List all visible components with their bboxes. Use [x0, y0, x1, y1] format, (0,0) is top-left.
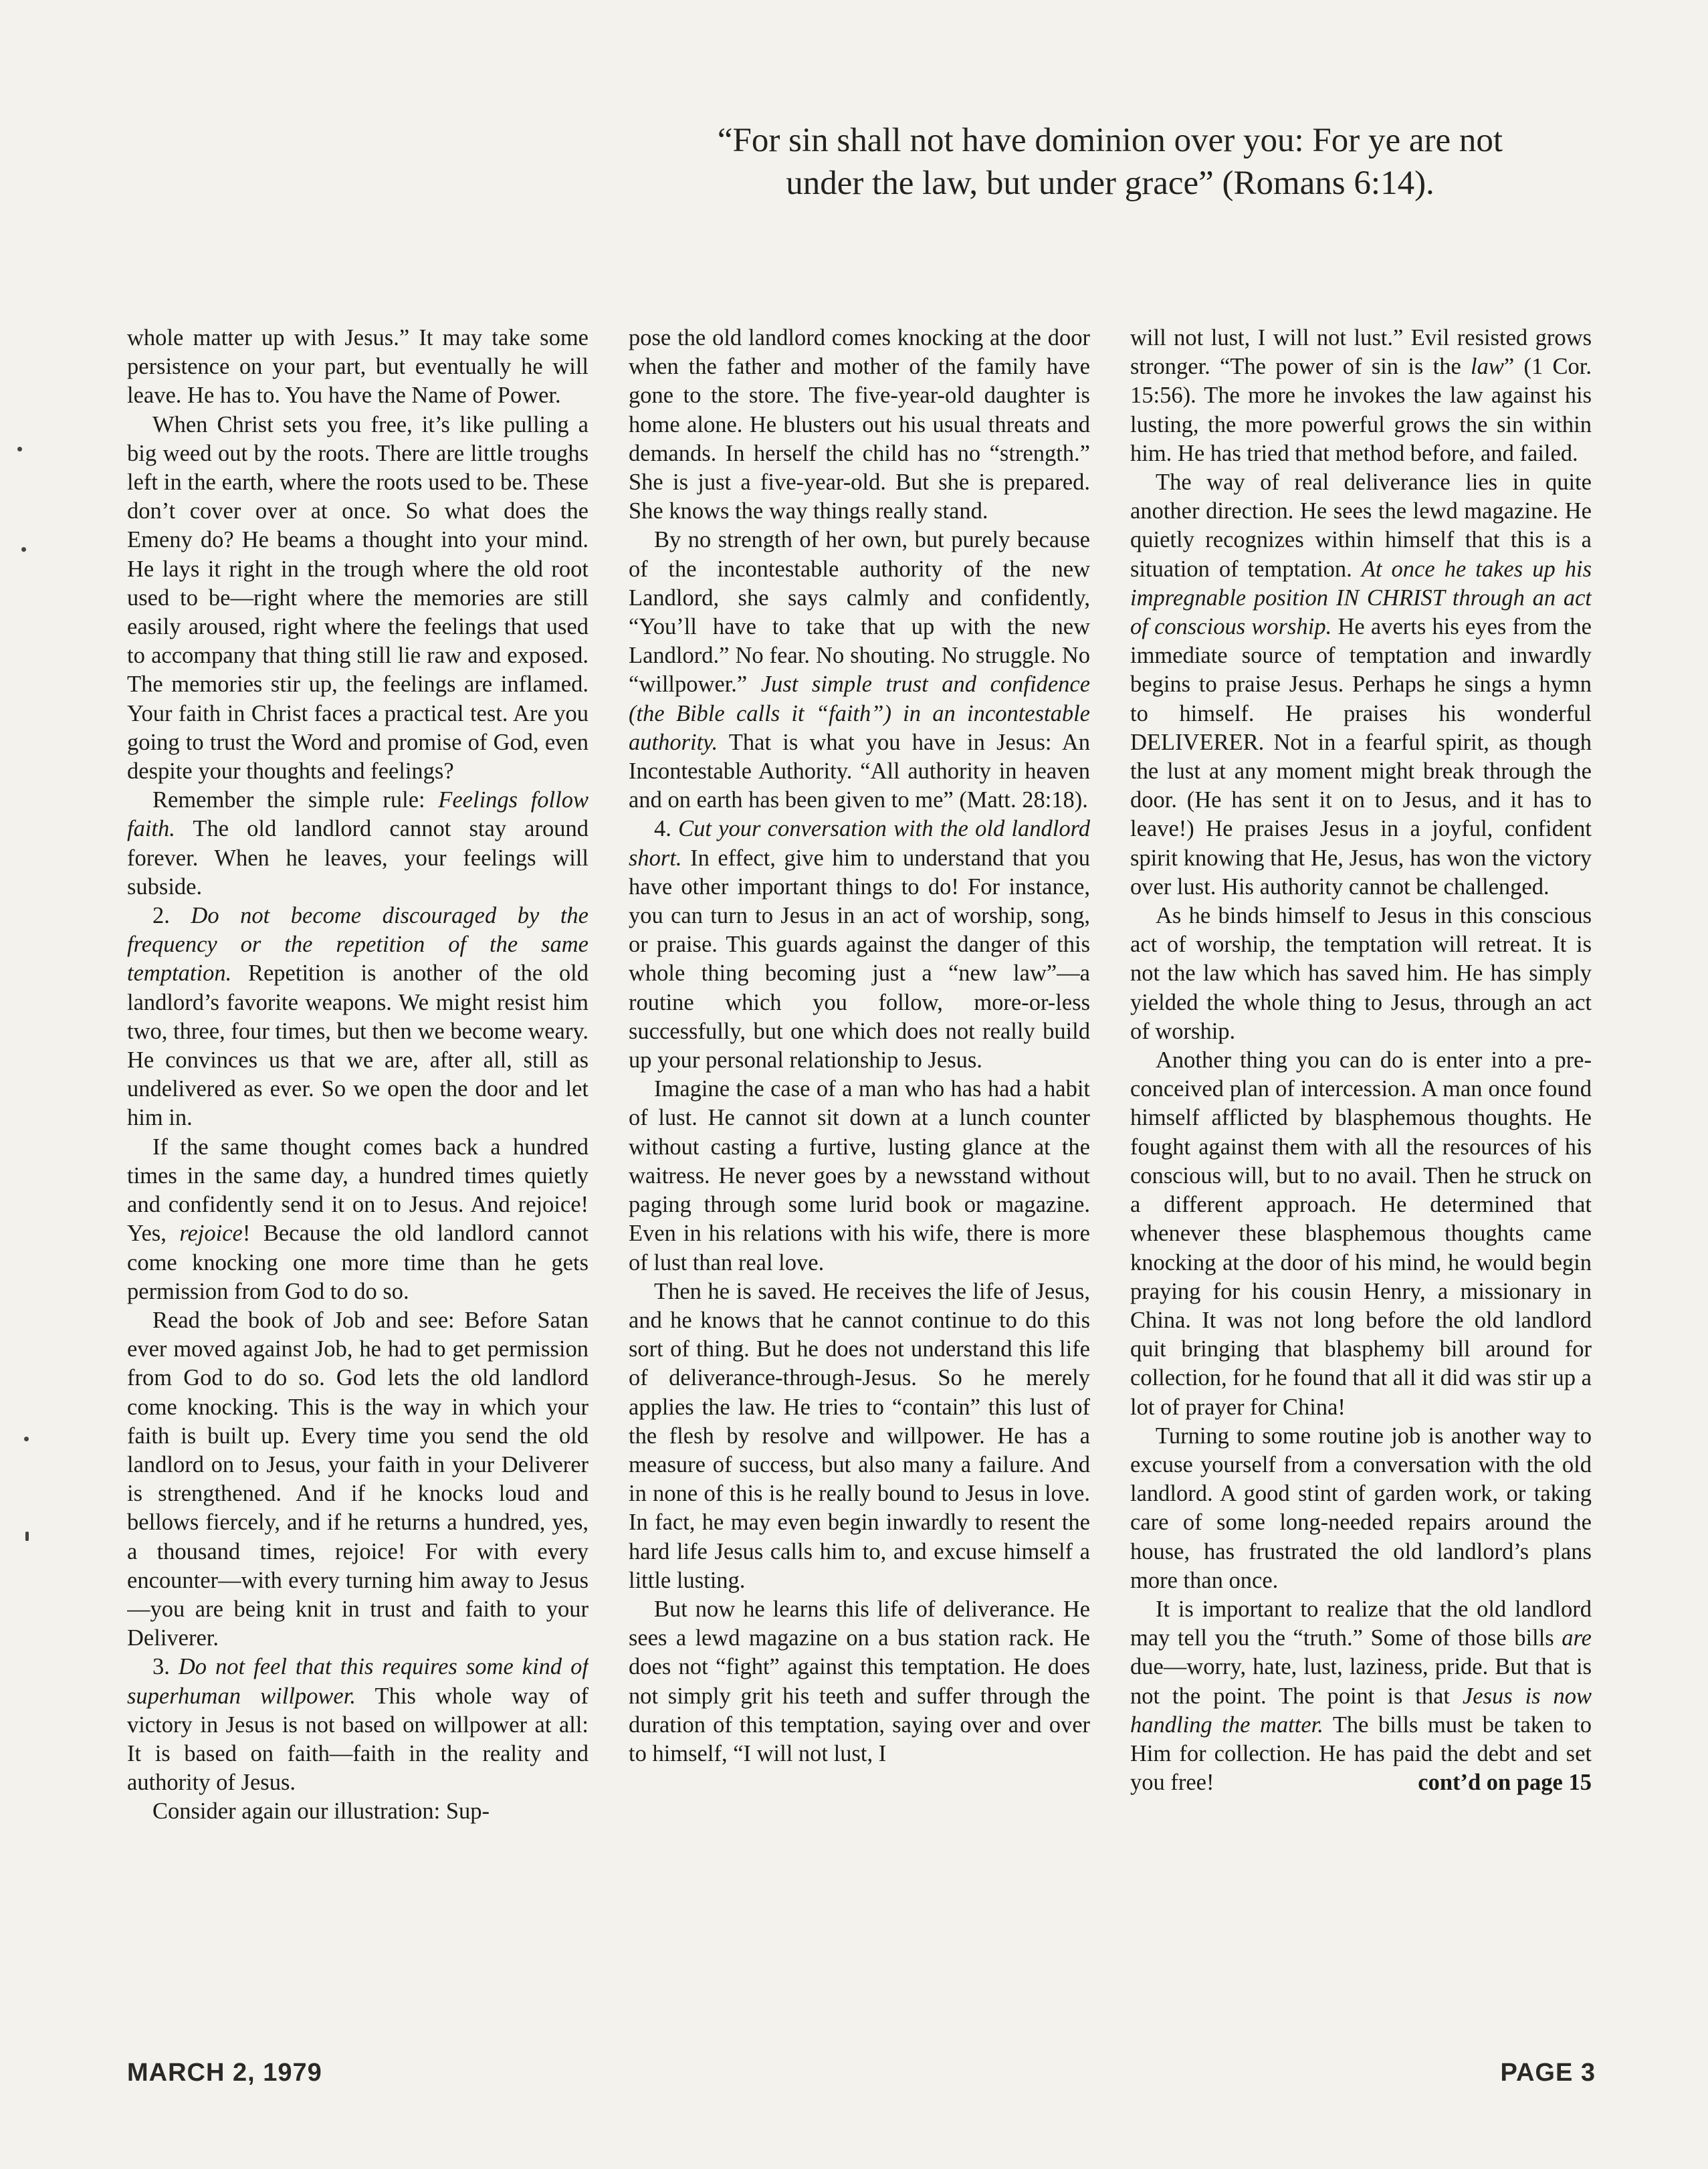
paragraph-text: As he binds himself to Jesus in this conscious act of worship, the temptation will retreat. It is not the law which has saved him. He has simply yielded the whole thing to Jesus, through an act of worship. [1130, 903, 1592, 1044]
paragraph-text: This whole way of victory in Jesus is not based on willpower at all: It is based on faith—faith in the reality and authority of Jesus. [127, 1683, 589, 1796]
paragraph [127, 1306, 589, 1653]
emphasis-text: law [1471, 354, 1504, 380]
paragraph-text: whole matter up with Jesus.” It may take some persistence on your part, but eventually he will leave. He has to. You have the Name of Power. [127, 325, 589, 409]
pull-quote-line-2: under the law, but under grace” (Romans 6:14). [786, 165, 1434, 202]
paragraph-text: That is what you have in Jesus: An Incontestable Authority. “All authority in heaven and on earth has been given to me” (Matt. 28:18). [629, 729, 1090, 813]
paragraph [127, 1133, 589, 1306]
paragraph-text: 2. [152, 903, 191, 929]
paragraph-text: It is important to realize that the old landlord may tell you the “truth.” Some of those bills [1130, 1596, 1592, 1651]
paragraph-text: Consider again our illustration: Sup- [152, 1798, 490, 1825]
paragraph [1130, 468, 1592, 902]
paragraph-text: Then he is saved. He receives the life of Jesus, and he knows that he cannot continue to do this sort of thing. But he does not understand this life of deliverance-through-Jesus. So he merely applies the law. He tries to “contain” this lust of the flesh by resolve and willpower. He has a measure of success, but also many a failure. And in none of this is he really bound to Jesus in love. In fact, he may even begin inwardly to resent the hard life Jesus calls him to, and excuse himself a little lusting. [629, 1278, 1090, 1593]
paragraph [1130, 1595, 1592, 1797]
emphasis-text: Cut your conversation with the old landlord short. [629, 816, 1090, 871]
paragraph-text: will not lust, I will not lust.” Evil resisted grows stronger. “The power of sin is the [1130, 325, 1592, 380]
paragraph [1130, 1046, 1592, 1422]
continued-note: cont’d on page 15 [1418, 1770, 1592, 1796]
emphasis-text: Feelings follow faith. [127, 787, 589, 842]
paragraph [127, 786, 589, 902]
emphasis-text: Jesus is now handling the matter. [1130, 1683, 1592, 1738]
paragraph [1130, 1422, 1592, 1595]
paragraph [127, 324, 589, 411]
paragraph-text: If the same thought comes back a hundred times in the same day, a hundred times quietly and confidently send it on to Jesus. And rejoice! Yes, [127, 1134, 589, 1247]
pull-quote-line-1: “For sin shall not have dominion over you: For ye are not [717, 122, 1503, 159]
paragraph-text: When Christ sets you free, it’s like pulling a big weed out by the roots. There are little troughs left in the earth, where the roots used to be. These don’t cover over at once. So what does the Emeny do? He beams a thought into your mind. He lays it right in the trough where the old root used to be—right where the memories are still easily aroused, right where the feelings that used to accompany that thing still lie raw and exposed. The memories stir up, the feelings are inflamed. Your faith in Christ faces a practical test. Are you going to trust the Word and promise of God, even despite your thoughts and feelings? [127, 411, 589, 785]
paragraph-text: The old landlord cannot stay around forever. When he leaves, your feelings will subside. [127, 816, 589, 900]
issue-date: MARCH 2, 1979 [127, 2059, 322, 2087]
paragraph-text: ” (1 Cor. 15:56). The more he invokes the law against his lusting, the more powerful grows the sin within him. He has tried that method before, and failed. [1130, 354, 1592, 466]
paragraph-text: In effect, give him to understand that you have other important things to do! For instance, you can turn to Jesus in an act of worship, song, or praise. This guards against the danger of this whole thing becoming just a “new law”—a routine which you follow, more-or-less successfully, but one which does not really build up your personal relationship to Jesus. [629, 845, 1090, 1073]
emphasis-text: are [1562, 1625, 1592, 1651]
paragraph-text: Read the book of Job and see: Before Satan ever moved against Job, he had to get permission from God to do so. God lets the old landlord come knocking. This is the way in which your faith is built up. Every time you send the old landlord on to Jesus, your faith in your Deliverer is strengthened. And if he knocks loud and bellows fiercely, and if he returns a hundred, yes, a thousand times, rejoice! For with every encounter—with every turning him away to Jesus—you are being knit in trust and faith to your Deliverer. [127, 1307, 589, 1651]
paragraph [1130, 324, 1592, 468]
paragraph [127, 411, 589, 787]
paragraph [127, 1797, 589, 1826]
paragraph-text: 3. [152, 1654, 179, 1680]
paragraph-text: ! Because the old landlord cannot come knocking one more time than he gets permission from God to do so. [127, 1221, 589, 1304]
page-number: PAGE 3 [1500, 2059, 1596, 2087]
paragraph [629, 815, 1090, 1075]
paragraph-text: Remember the simple rule: [152, 787, 439, 813]
article-body [127, 324, 1592, 2041]
paragraph-text: due—worry, hate, lust, laziness, pride. But that is not the point. The point is that [1130, 1654, 1592, 1709]
paragraph-text: But now he learns this life of deliverance. He sees a lewd magazine on a bus station rack. He does not “fight” against this temptation. He does not simply grit his teeth and suffer through the duration of this temptation, saying over and over to himself, “I will not lust, I [629, 1596, 1090, 1766]
text-column-1 [127, 324, 589, 2041]
paragraph [629, 1595, 1090, 1768]
margin-speck [21, 547, 26, 552]
paragraph-text: He averts his eyes from the immediate source of temptation and inwardly begins to praise Jesus. Perhaps he sings a hymn to himself. He praises his wonderful DELIVERER. Not in a fearful spirit, as though the lust at any moment might break through the door. (He has sent it on to Jesus, and it has to leave!) He praises Jesus in a joyful, confident spirit knowing that He, Jesus, has won the victory over lust. His authority cannot be challenged. [1130, 614, 1592, 900]
paragraph [127, 1653, 589, 1797]
paragraph [629, 324, 1090, 526]
paragraph-text: By no strength of her own, but purely because of the incontestable authority of the new Landlord, she says calmly and confidently, “You’ll have to take that up with the new Landlord.” No fear. No shouting. No struggle. No “willpower.” [629, 527, 1090, 698]
paragraph [629, 526, 1090, 815]
margin-speck [24, 1437, 29, 1441]
emphasis-text: Just simple trust and confidence (the Bible calls it “faith”) in an incontestable authority. [629, 672, 1090, 755]
emphasis-text: Do not become discouraged by the frequency or the repetition of the same temptation. [127, 903, 589, 987]
paragraph-text: 4. [654, 816, 679, 842]
margin-speck [25, 1532, 29, 1541]
pull-quote [615, 119, 1605, 205]
paragraph-text: The bills must be taken to Him for collection. He has paid the debt and set you free! [1130, 1712, 1592, 1796]
paragraph [127, 902, 589, 1133]
paragraph-text: Imagine the case of a man who has had a habit of lust. He cannot sit down at a lunch counter without casting a furtive, lusting glance at the waitress. He never goes by a newsstand without paging through some lurid book or magazine. Even in his relations with his wife, there is more of lust than real love. [629, 1076, 1090, 1275]
emphasis-text: rejoice [179, 1221, 243, 1247]
paragraph [629, 1075, 1090, 1277]
paragraph-text: The way of real deliverance lies in quite another direction. He sees the lewd magazine. He quietly recognizes within himself that this is a situation of temptation. [1130, 470, 1592, 582]
margin-speck [17, 447, 22, 451]
emphasis-text: At once he takes up his impregnable position IN CHRIST through an act of conscious worship. [1130, 556, 1592, 640]
paragraph [1130, 902, 1592, 1046]
paragraph-text: Another thing you can do is enter into a pre-conceived plan of intercession. A man once found himself afflicted by blasphemous thoughts. He fought against them with all the resources of his conscious will, but to no avail. Then he struck on a different approach. He determined that whenever these blasphemous thoughts came knocking at the door of his mind, he would begin praying for his cousin Henry, a missionary in China. It was not long before the old landlord quit bringing that blasphemy bill around for collection, for he found that all it did was stir up a lot of prayer for China! [1130, 1047, 1592, 1420]
paragraph-text: Repetition is another of the old landlord’s favorite weapons. We might resist him two, three, four times, but then we become weary. He convinces us that we are, after all, still as undelivered as ever. So we open the door and let him in. [127, 960, 589, 1131]
paragraph [629, 1277, 1090, 1595]
paragraph-text: Turning to some routine job is another way to excuse yourself from a conversation with the old landlord. A good stint of garden work, or taking care of some long-needed repairs around the house, has frustrated the old landlord’s plans more than once. [1130, 1423, 1592, 1593]
text-column-3 [1130, 324, 1592, 2041]
paragraph-text: pose the old landlord comes knocking at the door when the father and mother of the family have gone to the store. The five-year-old daughter is home alone. He blusters out his usual threats and demands. In herself the child has no “strength.” She is just a five-year-old. But she is prepared. She knows the way things really stand. [629, 325, 1090, 524]
text-column-2 [629, 324, 1090, 2041]
emphasis-text: Do not feel that this requires some kind of superhuman willpower. [127, 1654, 589, 1709]
